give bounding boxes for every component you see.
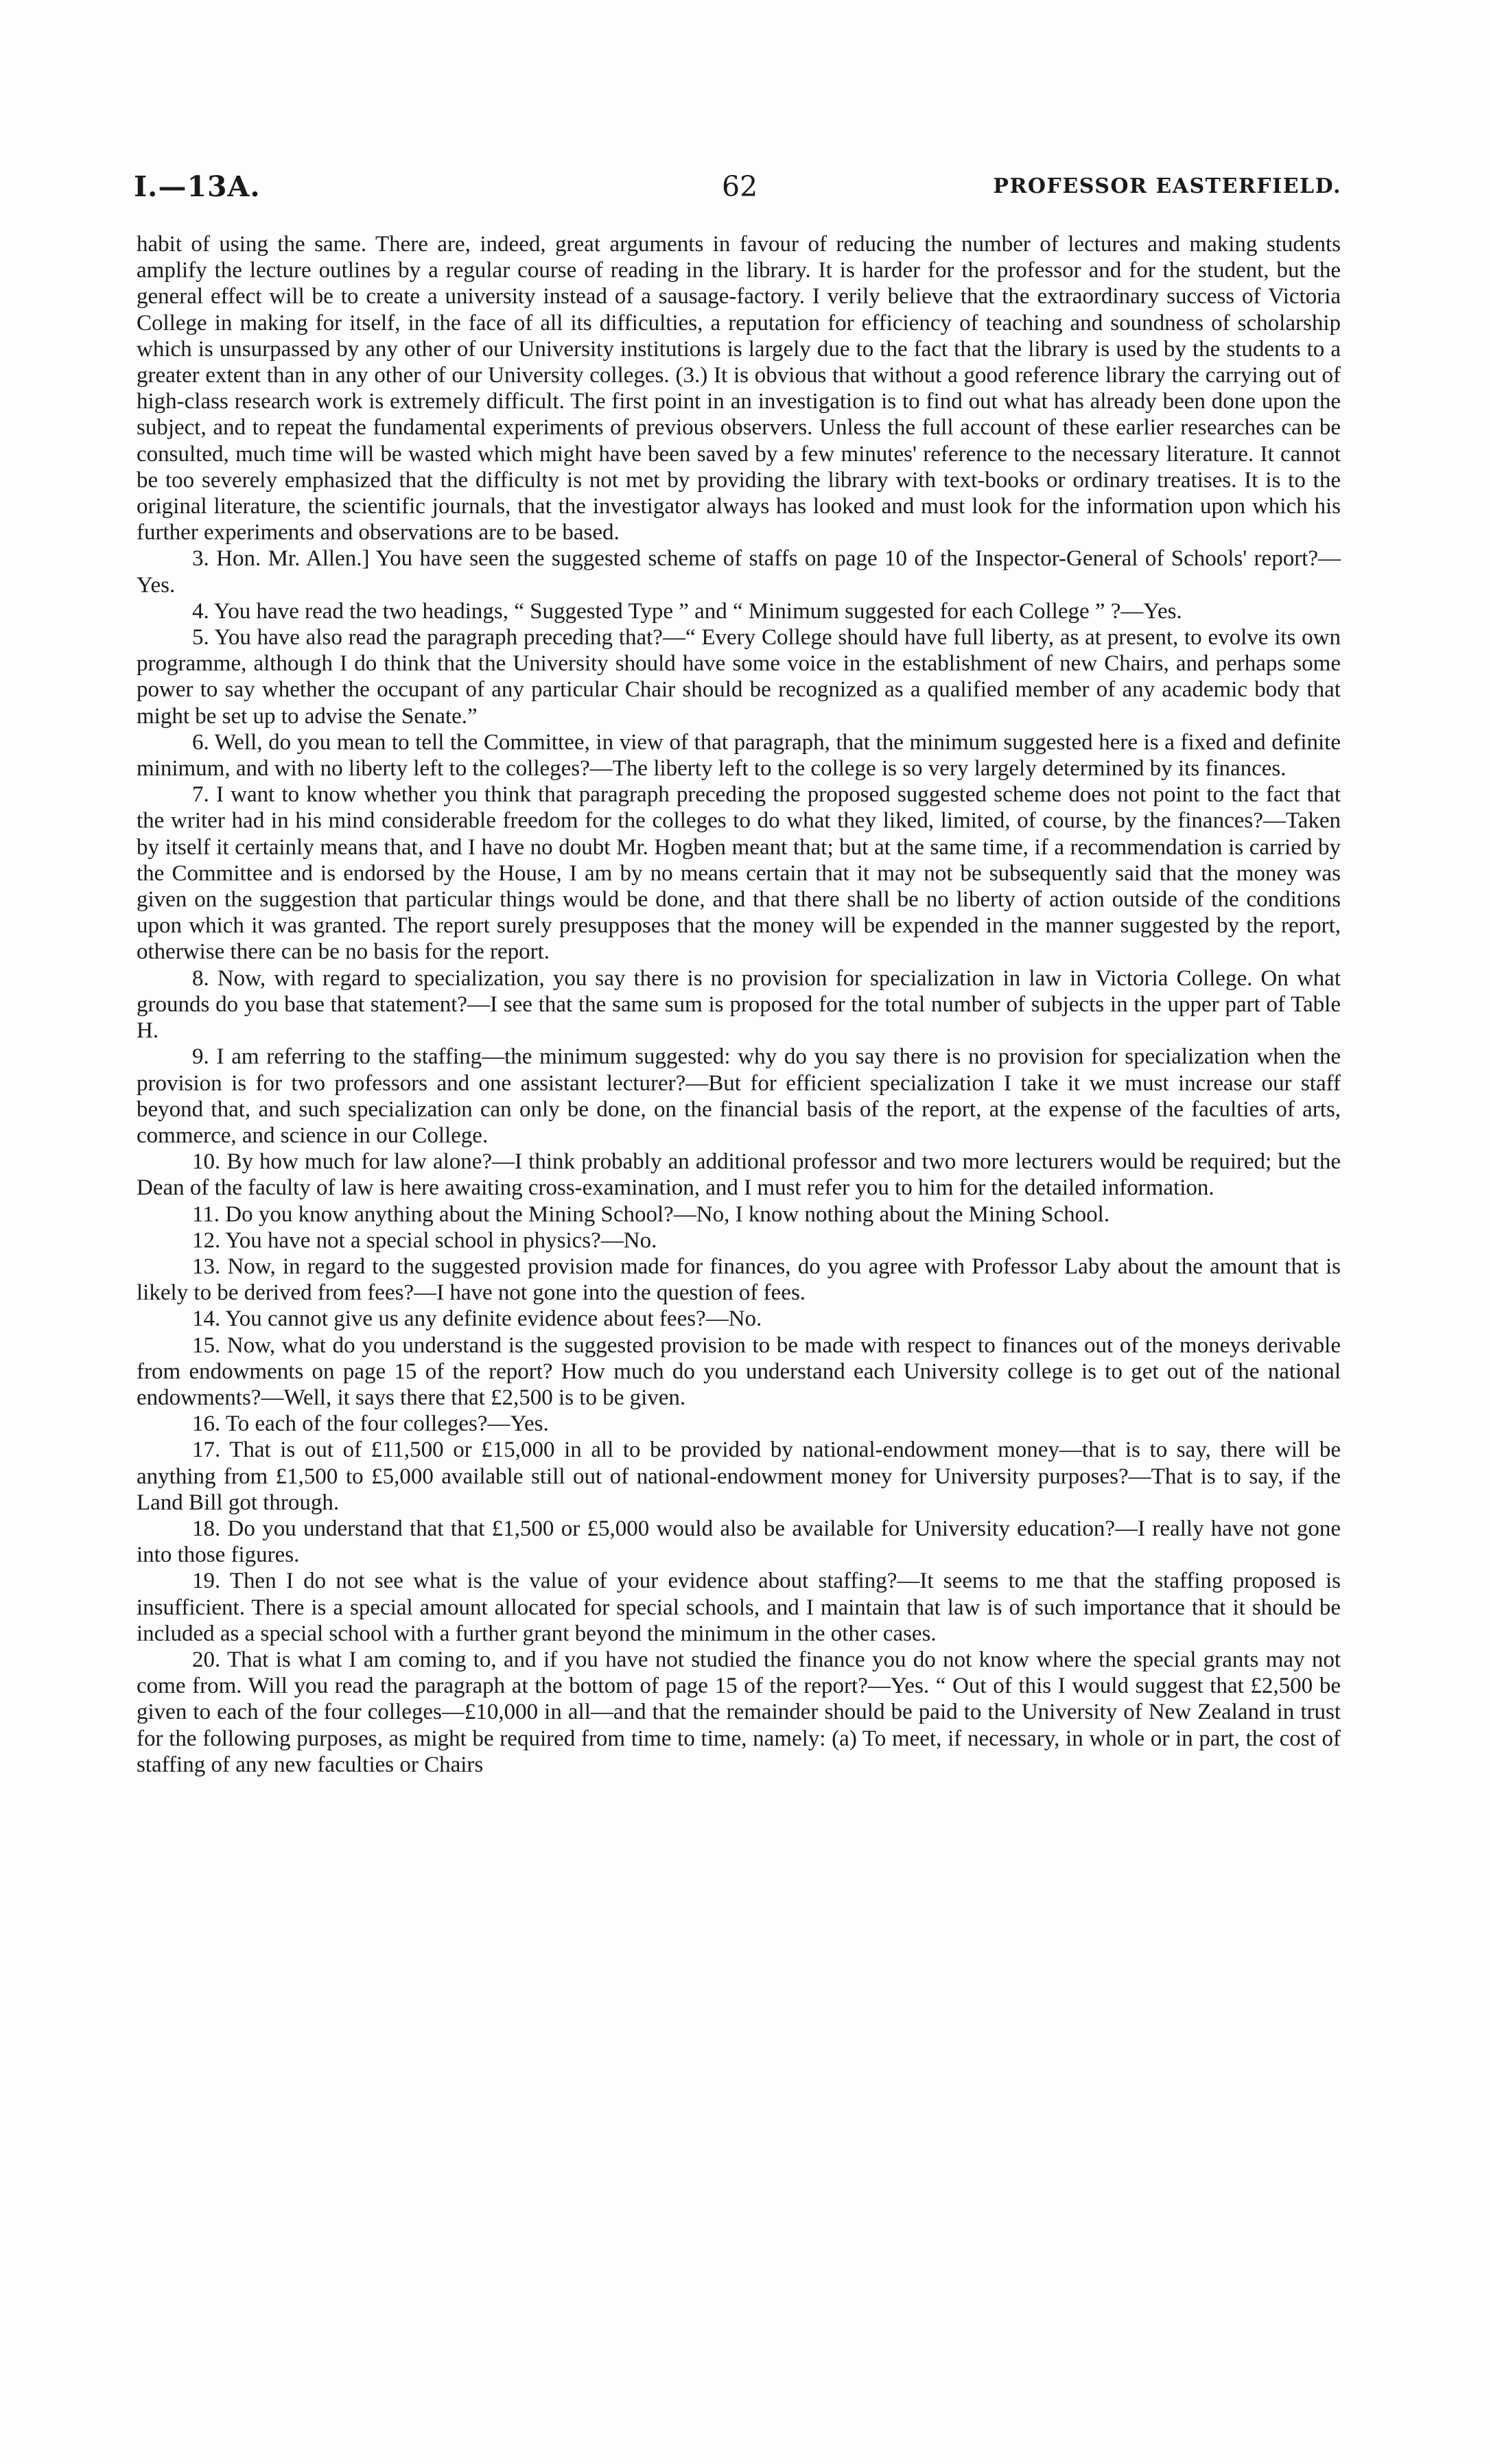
paragraph-q4: 4. You have read the two headings, “ Suggested Type ” and “ Minimum suggested for each College ” ?—Yes. xyxy=(192,598,1182,624)
paragraph-q20: 20. That is what I am coming to, and if you have not studied the finance you do not know where the special grants may not come from. Will you read the paragraph at the bottom of page 15 of the report?—Yes. “ Out of this I would suggest that £2,500 be given to each of the four colleges—£10,000 in all—and that the remainder should be paid to the University of New Zealand in trust for the following purposes, as might be required from time to time, namely: (a) To meet, if necessary, in whole or in part, the cost of staffing of any new faculties or Chairs xyxy=(137,1647,1341,1777)
paragraph-q11: 11. Do you know anything about the Mining School?—No, I know nothing about the Mining School. xyxy=(192,1201,1110,1227)
page-header xyxy=(134,170,1341,211)
paragraph-continued: habit of using the same. There are, indeed, great arguments in favour of reducing the number of lectures and making students amplify the lecture outlines by a regular course of reading in the library. It is harder for the professor and for the student, but the general effect will be to create a university instead of a sausage-factory. I verily believe that the extraordinary success of Victoria College in making for itself, in the face of all its difficulties, a reputation for efficiency of teaching and soundness of scholarship which is unsurpassed by any other of our University institutions is largely due to the fact that the library is used by the students to a greater extent than in any other of our University colleges. (3.) It is obvious that without a good reference library the carrying out of high-class research work is extremely difficult. The first point in an investigation is to find out what has already been done upon the subject, and to repeat the fundamental experiments of previous observers. Unless the full account of these earlier researches can be consulted, much time will be wasted which might have been saved by a few minutes' reference to the necessary literature. It cannot be too severely emphasized that the difficulty is not met by providing the library with text-books or ordinary treatises. It is to the original literature, the scientific journals, that the investigator always has looked and must look for the information upon which his further experiments and observations are to be based. xyxy=(137,232,1341,545)
paragraph-q17: 17. That is out of £11,500 or £15,000 in all to be provided by national-endowment money—that is to say, there will be anything from £1,500 to £5,000 available still out of national-endowment money for University purposes?—That is to say, if the Land Bill got through. xyxy=(137,1438,1341,1515)
paragraph-q3: 3. Hon. Mr. Allen.] You have seen the suggested scheme of staffs on page 10 of the Inspector-General of Schools' report?—Yes. xyxy=(137,546,1341,598)
paragraph-q9: 9. I am referring to the staffing—the minimum suggested: why do you say there is no provision for specialization when the provision is for two professors and one assistant lecturer?—But for efficient specialization I take it we must increase our staff beyond that, and such specialization can only be done, on the financial basis of the report, at the expense of the faculties of arts, commerce, and science in our College. xyxy=(137,1044,1341,1148)
witness-name: PROFESSOR EASTERFIELD. xyxy=(993,174,1341,198)
paragraph-q10: 10. By how much for law alone?—I think probably an additional professor and two more lecturers would be required; but the Dean of the faculty of law is here awaiting cross-examination, and I must refer you to him for the detailed information. xyxy=(137,1149,1341,1201)
body-text xyxy=(137,231,1341,1778)
paragraph-q19: 19. Then I do not see what is the value of your evidence about staffing?—It seems to me that the staffing proposed is insufficient. There is a special amount allocated for special schools, and I maintain that law is of such importance that it should be included as a special school with a further grant beyond the minimum in the other cases. xyxy=(137,1569,1341,1646)
paragraph-q15: 15. Now, what do you understand is the suggested provision to be made with respect to finances out of the moneys derivable from endowments on page 15 of the report? How much do you understand each University college is to get out of the national endowments?—Well, it says there that £2,500 is to be given. xyxy=(137,1333,1341,1410)
document-reference: I.—13A. xyxy=(134,170,261,203)
paragraph-q6: 6. Well, do you mean to tell the Committee, in view of that paragraph, that the minimum suggested here is a fixed and definite minimum, and with no liberty left to the colleges?—The liberty left to the college is so very largely determined by its finances. xyxy=(137,729,1341,782)
paragraph-q5: 5. You have also read the paragraph preceding that?—“ Every College should have full liberty, as at present, to evolve its own programme, although I do think that the University should have some voice in the establishment of new Chairs, and perhaps some power to say whether the occupant of any particular Chair should be recognized as a qualified member of any academic body that might be set up to advise the Senate.” xyxy=(137,625,1341,729)
paragraph-q12: 12. You have not a special school in physics?—No. xyxy=(192,1228,657,1253)
paragraph-q14: 14. You cannot give us any definite evidence about fees?—No. xyxy=(192,1306,762,1332)
paragraph-q18: 18. Do you understand that that £1,500 or £5,000 would also be available for University education?—I really have not gone into those figures. xyxy=(137,1516,1341,1568)
page-number: 62 xyxy=(722,170,758,203)
paragraph-q16: 16. To each of the four colleges?—Yes. xyxy=(192,1411,549,1437)
paragraph-q7: 7. I want to know whether you think that paragraph preceding the proposed suggested scheme does not point to the fact that the writer had in his mind considerable freedom for the colleges to do what they liked, limited, of course, by the finances?—Taken by itself it certainly means that, and I have no doubt Mr. Hogben meant that; but at the same time, if a recommendation is carried by the Committee and is endorsed by the House, I am by no means certain that it may not be subsequently said that the money was given on the suggestion that particular things would be done, and that there shall be no liberty of action outside of the conditions upon which it was granted. The report surely presupposes that the money will be expended in the manner suggested by the report, otherwise there can be no basis for the report. xyxy=(137,782,1341,965)
paragraph-q8: 8. Now, with regard to specialization, you say there is no provision for specialization in law in Victoria College. On what grounds do you base that statement?—I see that the same sum is proposed for the total number of subjects in the upper part of Table H. xyxy=(137,965,1341,1044)
paragraph-q13: 13. Now, in regard to the suggested provision made for finances, do you agree with Professor Laby about the amount that is likely to be derived from fees?—I have not gone into the question of fees. xyxy=(137,1254,1341,1306)
